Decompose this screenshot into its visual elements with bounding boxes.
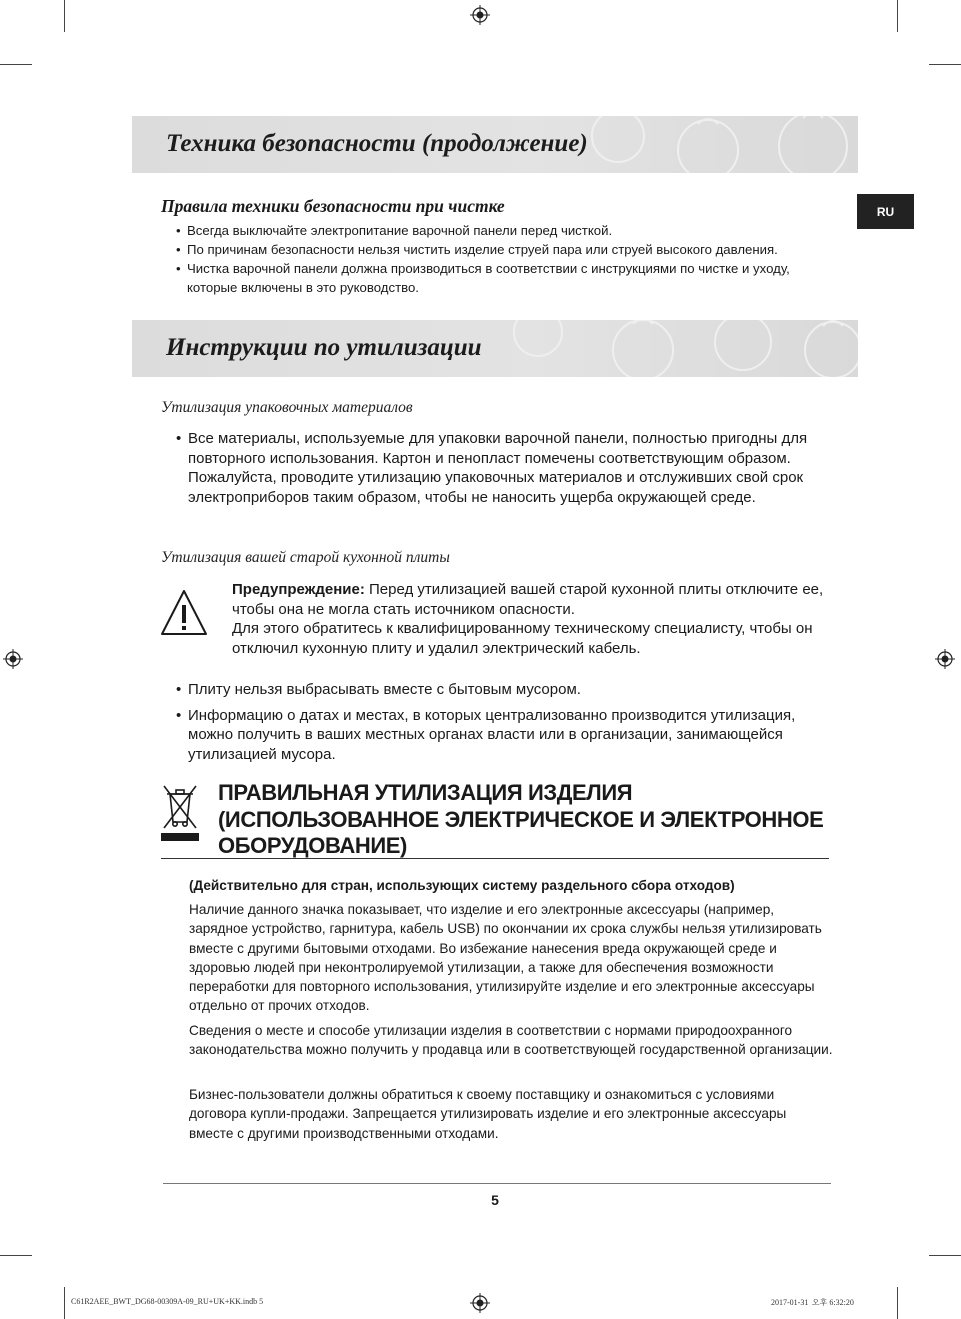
list-item: • Информацию о датах и местах, в которых централизованно производится утилизация, можно получить в ваших местных органах власти или в организации, занимающейся утилизацией мусора. — [176, 706, 828, 765]
warning-text — [232, 580, 842, 658]
section-banner-disposal — [132, 320, 858, 377]
subsection-title: Правила техники безопасности при чистке — [161, 196, 505, 216]
weee-validity: (Действительно для стран, использующих систему раздельного сбора отходов) — [189, 878, 735, 893]
warning-label: Предупреждение: — [232, 581, 365, 598]
tomato-decoration-icon — [498, 320, 858, 377]
weee-paragraph: Наличие данного значка показывает, что изделие и его электронные аксессуары (например, зарядное устройство, гарнитура, кабель USB) по окончании их срока службы нельзя утилизировать вместе с другими бытовыми отходами. Во избежание нанесения вреда окружающей среде и здоровью людей при неконтролируемой утилизации, а также для обеспечения возможности переработки для повторного использования, утилизируйте изделие и его электронные аксессуары отдельно от прочих отходов. — [189, 902, 822, 1014]
crop-mark — [64, 0, 65, 32]
warning-body: Перед утилизацией вашей старой кухонной плиты отключите ее, чтобы она не могла стать источником опасности. — [232, 581, 824, 618]
crop-mark — [929, 64, 961, 65]
safety-cleaning-list — [176, 221, 836, 297]
list-item: • Плиту нельзя выбрасывать вместе с бытовым мусором. — [176, 680, 828, 700]
crop-mark — [64, 1287, 65, 1319]
old-cooker-list — [176, 680, 828, 764]
crop-mark — [0, 64, 32, 65]
registration-mark-icon — [470, 5, 490, 25]
footer-file: C61R2AEE_BWT_DG68-00309A-09_RU+UK+KK.indb 5 — [71, 1297, 264, 1306]
tomato-decoration-icon — [558, 116, 858, 173]
weee-paragraph: Бизнес-пользователи должны обратиться к своему поставщику и ознакомиться с условиями договора купли-продажи. Запрещается утилизировать изделие и его электронные аксессуары вместе с другими производственными отходами. — [189, 1087, 787, 1141]
list-item: • Чистка варочной панели должна производиться в соответствии с инструкциями по чистке и уходу, которые включены в это руководство. — [176, 259, 807, 297]
language-tab: RU — [857, 194, 914, 229]
weee-title: ПРАВИЛЬНАЯ УТИЛИЗАЦИЯ ИЗДЕЛИЯ (ИСПОЛЬЗОВАННОЕ ЭЛЕКТРИЧЕСКОЕ И ЭЛЕКТРОННОЕ ОБОРУДОВАНИЕ) — [218, 780, 824, 858]
list-item: • Всегда выключайте электропитание варочной панели перед чисткой. — [176, 221, 836, 240]
crossed-out-bin-icon — [160, 782, 200, 844]
footer-date: 2017-01-31 오후 6:32:20 — [771, 1298, 854, 1307]
registration-mark-icon — [470, 1293, 490, 1313]
packaging-list — [176, 429, 828, 507]
subsection-title: Утилизация упаковочных материалов — [161, 399, 413, 416]
crop-mark — [897, 0, 898, 32]
list-item: • Все материалы, используемые для упаковки варочной панели, полностью пригодны для повторного использования. Картон и пенопласт помечены соответствующим образом. Пожалуйста, проводите утилизацию упаковочных материалов и отслуживших свой срок электроприборов таким образом, чтобы не наносить ущерба окружающей среде. — [176, 429, 828, 507]
registration-mark-icon — [3, 649, 23, 669]
section-title: Инструкции по утилизации — [166, 334, 482, 361]
footer-divider — [163, 1183, 831, 1184]
list-item: • По причинам безопасности нельзя чистить изделие струей пара или струей высокого давления. — [176, 240, 836, 259]
warning-body-2: Для этого обратитесь к квалифицированному техническому специалисту, чтобы он отключил кухонную плиту и удалил электрический кабель. — [232, 620, 813, 657]
weee-paragraph: Сведения о месте и способе утилизации изделия в соответствии с нормами природоохранного законодательства можно получить у продавца или в соответствующей государственной организации. — [189, 1023, 833, 1058]
subsection-title: Утилизация вашей старой кухонной плиты — [161, 549, 450, 566]
section-title: Техника безопасности (продолжение) — [166, 130, 588, 157]
page-number: 5 — [491, 1192, 499, 1208]
section-banner-safety — [132, 116, 858, 173]
crop-mark — [929, 1255, 961, 1256]
warning-icon — [159, 588, 209, 638]
crop-mark — [0, 1255, 32, 1256]
registration-mark-icon — [935, 649, 955, 669]
crop-mark — [897, 1287, 898, 1319]
divider — [161, 858, 829, 859]
